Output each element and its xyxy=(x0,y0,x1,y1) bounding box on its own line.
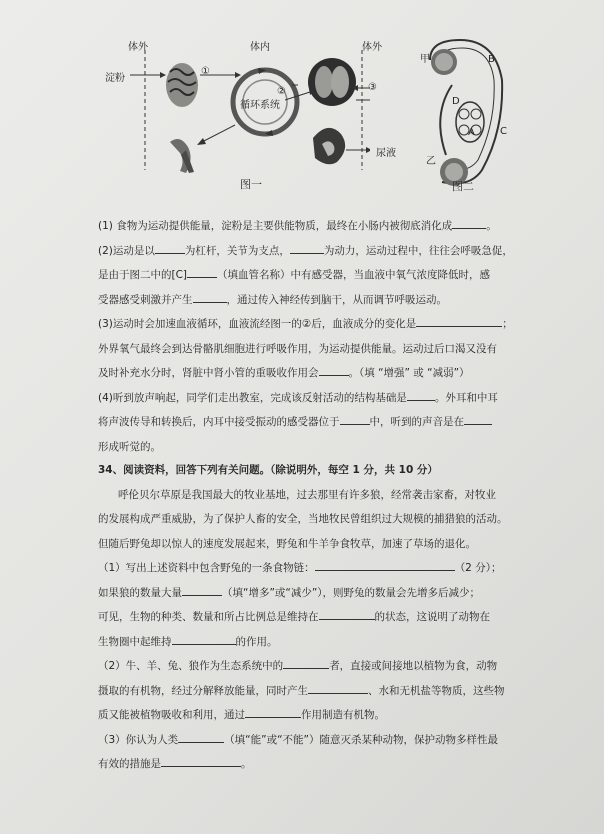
q33-part2-cont: 是由于图二中的[C] （填血管名称）中有感受器，当血液中氧气浓度降低时，感 xyxy=(98,263,528,288)
intestine-icon xyxy=(166,63,198,107)
answer-blank[interactable] xyxy=(161,755,241,767)
inside-label: 体内 xyxy=(250,42,270,53)
answer-blank[interactable] xyxy=(315,559,455,571)
q33-part4-cont2: 形成听觉的。 xyxy=(98,440,161,453)
label-yi: 乙 xyxy=(426,156,436,167)
outside-right-label: 体外 xyxy=(362,42,382,53)
q34-material-line2: 的发展构成严重威胁，为了保护人畜的安全，当地牧民曾组织过大规模的捕猎狼的活动。 xyxy=(98,513,508,525)
answer-blank[interactable] xyxy=(319,364,349,376)
figure-1-caption: 图一 xyxy=(240,178,262,191)
label-D: D xyxy=(452,96,460,107)
answer-blank[interactable] xyxy=(178,731,224,743)
answer-blank[interactable] xyxy=(245,706,301,718)
figures-area xyxy=(100,30,510,200)
q33-part3-cont: 外界氧气最终会到达骨骼肌细胞进行呼吸作用，为运动提供能量。运动过后口渴又没有 xyxy=(98,342,497,355)
answer-blank[interactable] xyxy=(416,315,502,327)
answer-blank[interactable] xyxy=(182,584,222,596)
q33-part4-cont: 将声波传导和转换后，内耳中接受振动的感受器位于 中，听到的声音是在 xyxy=(98,410,528,435)
q33-part2-cont2: 受器感受刺激并产生 ，通过传入神经传到脑干，从而调节呼吸运动。 xyxy=(98,288,528,313)
step-2-label: ② xyxy=(277,86,286,97)
q34-material-line1: 呼伦贝尔草原是我国最大的牧业基地，过去那里有许多狼，经常袭击家畜，对牧业 xyxy=(118,488,496,501)
answer-blank[interactable] xyxy=(319,608,375,620)
q34-sub2: （2）牛、羊、兔、狼作为生态系统中的 者，直接或间接地以植物为食，动物 xyxy=(98,654,528,679)
q34-sub2-cont2: 质又能被植物吸收和利用，通过 作用制造有机物。 xyxy=(98,703,528,728)
figure-1-diagram xyxy=(100,30,370,195)
answer-blank[interactable] xyxy=(283,657,329,669)
q33-part4: (4)听到放声响起，同学们走出教室，完成该反射活动的结构基础是 。外耳和中耳 xyxy=(98,386,528,411)
urine-label: 尿液 xyxy=(376,148,396,159)
label-B: B xyxy=(488,54,495,65)
q34-sub1: （1）写出上述资料中包含野兔的一条食物链： （2 分）； xyxy=(98,556,528,581)
figure-2-caption: 图二 xyxy=(452,180,474,193)
step-3-label: ③ xyxy=(368,82,377,93)
answer-blank[interactable] xyxy=(452,217,486,229)
answer-blank[interactable] xyxy=(464,413,492,425)
question-33 xyxy=(98,214,528,459)
q34-material-line3: 但随后野兔却以惊人的速度发展起来，野兔和牛羊争食牧草，加速了草场的退化。 xyxy=(98,537,476,550)
q34-sub1-cont2: 可见，生物的种类、数量和所占比例总是维持在 的状态，这说明了动物在 xyxy=(98,605,528,630)
lungs-icon xyxy=(308,58,356,106)
label-jia: 甲 xyxy=(420,54,430,65)
figure-2-diagram xyxy=(418,30,513,195)
answer-blank[interactable] xyxy=(308,682,368,694)
q34-sub1-cont: 如果狼的数量大量 （填“增多”或“减少”），则野兔的数量会先增多后减少； xyxy=(98,581,528,606)
q34-sub2-cont: 摄取的有机物，经过分解释放能量，同时产生 、水和无机盐等物质，这些物 xyxy=(98,679,528,704)
q33-part3-cont2: 及时补充水分时，肾脏中肾小管的重吸收作用会 。（填 “增强” 或 “减弱”） xyxy=(98,361,528,386)
starch-label: 淀粉 xyxy=(105,73,125,84)
leg-muscle-icon xyxy=(170,139,194,173)
label-C: C xyxy=(500,126,507,137)
answer-blank[interactable] xyxy=(290,242,324,254)
step-1-label: ① xyxy=(201,66,210,77)
q33-part1: (1) 食物为运动提供能量，淀粉是主要供能物质，最终在小肠内被彻底消化成 。 xyxy=(98,214,528,239)
q34-sub3-cont: 有效的措施是 。 xyxy=(98,752,528,777)
q34-sub3: （3）你认为人类 （填“能”或“不能”）随意灭杀某种动物，保护动物多样性最 xyxy=(98,728,528,753)
q33-part3: (3)运动时会加速血液循环，血液流经图一的②后，血液成分的变化是 ； xyxy=(98,312,528,337)
answer-blank[interactable] xyxy=(193,291,227,303)
outside-left-label: 体外 xyxy=(128,42,148,53)
q33-part2: (2)运动是以 为杠杆，关节为支点， 为动力，运动过程中，往往会呼吸急促， xyxy=(98,239,528,264)
answer-blank[interactable] xyxy=(340,413,370,425)
answer-blank[interactable] xyxy=(172,633,236,645)
circulation-label: 循环系统 xyxy=(240,100,280,111)
label-A: A xyxy=(468,127,475,138)
answer-blank[interactable] xyxy=(407,389,435,401)
answer-blank[interactable] xyxy=(155,242,185,254)
q34-sub1-cont3: 生物圈中起维持 的作用。 xyxy=(98,630,528,655)
question-34 xyxy=(98,458,528,777)
answer-blank[interactable] xyxy=(187,266,217,278)
kidney-icon xyxy=(313,128,345,164)
q34-heading: 34、阅读资料，回答下列有关问题。（除说明外，每空 1 分，共 10 分） xyxy=(98,464,438,476)
